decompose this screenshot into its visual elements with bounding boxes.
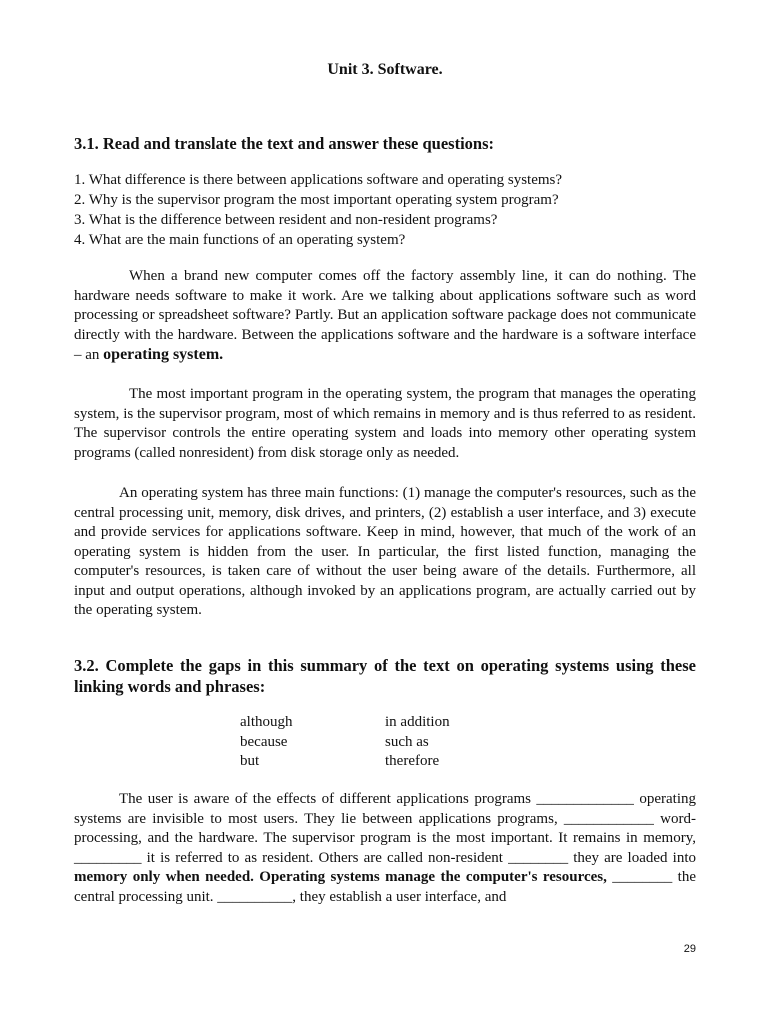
section-heading-3-2: 3.2. Complete the gaps in this summary of the text on operating systems using these linking words and phrases: bbox=[74, 656, 696, 696]
summary-text: The user is aware of the effects of different applications programs _____________ operating systems are invisible to most users. They lie between applications programs, ____________ word-processing, and the hardware. The supervisor program is the most important. It remains in memory, _________ it is referred to as resident. Others are called non-resident ________ they are loaded into bbox=[74, 791, 696, 866]
question-item: 2. Why is the supervisor program the most important operating system program? bbox=[74, 192, 559, 208]
summary-emphasis: memory only when needed. Operating systems manage the computer's resources, bbox=[74, 869, 607, 885]
linking-word: in addition bbox=[385, 714, 450, 730]
question-list bbox=[74, 170, 696, 250]
paragraph-3-text: An operating system has three main functions: (1) manage the computer's resources, such as the central processing unit, memory, disk drives, and printers, (2) establish a user interface, and 3) execute and provide services for applications software. Keep in mind, however, that much of the work of an operating system is hidden from the user. In particular, the first listed function, managing the computer's resources, is taken care of without the user being aware of the details. Furthermore, all input and output operations, although invoked by an applications program, are actually carried out by the operating system. bbox=[74, 485, 696, 618]
linking-words-table bbox=[240, 713, 540, 772]
unit-title: Unit 3. Software. bbox=[327, 61, 443, 78]
paragraph-3 bbox=[74, 484, 696, 621]
summary-paragraph bbox=[74, 790, 696, 907]
paragraph-1-emphasis: operating system. bbox=[103, 346, 224, 363]
question-item: 4. What are the main functions of an operating system? bbox=[74, 232, 406, 248]
paragraph-2 bbox=[74, 385, 696, 463]
linking-word: such as bbox=[385, 733, 429, 750]
document-page bbox=[74, 0, 696, 1024]
question-item: 1. What difference is there between applications software and operating systems? bbox=[74, 172, 563, 188]
linking-word: because bbox=[240, 733, 288, 750]
section-heading-3-1: 3.1. Read and translate the text and answer these questions: bbox=[74, 134, 494, 153]
linking-word: therefore bbox=[385, 753, 440, 769]
question-item: 3. What is the difference between resident and non-resident programs? bbox=[74, 212, 498, 228]
summary-text-end: ________ the central processing unit. __________, they establish a user interface, and bbox=[74, 869, 696, 905]
paragraph-1-text: When a brand new computer comes off the factory assembly line, it can do nothing. The hardware needs software to make it work. Are we talking about applications software such as word processing or spreadsheet software? Partly. But an application software package does not communicate directly with the hardware. Between the applications software and the hardware is a software interface – an bbox=[74, 268, 696, 363]
paragraph-2-text: The most important program in the operating system, the program that manages the operating system, is the supervisor program, most of which remains in memory and is thus referred to as resident. The supervisor controls the entire operating system and loads into memory other operating system programs (called nonresident) from disk storage only as needed. bbox=[74, 386, 696, 461]
linking-word: although bbox=[240, 714, 293, 730]
linking-word: but bbox=[240, 753, 260, 769]
paragraph-1 bbox=[74, 267, 696, 366]
page-number: 29 bbox=[683, 943, 696, 955]
